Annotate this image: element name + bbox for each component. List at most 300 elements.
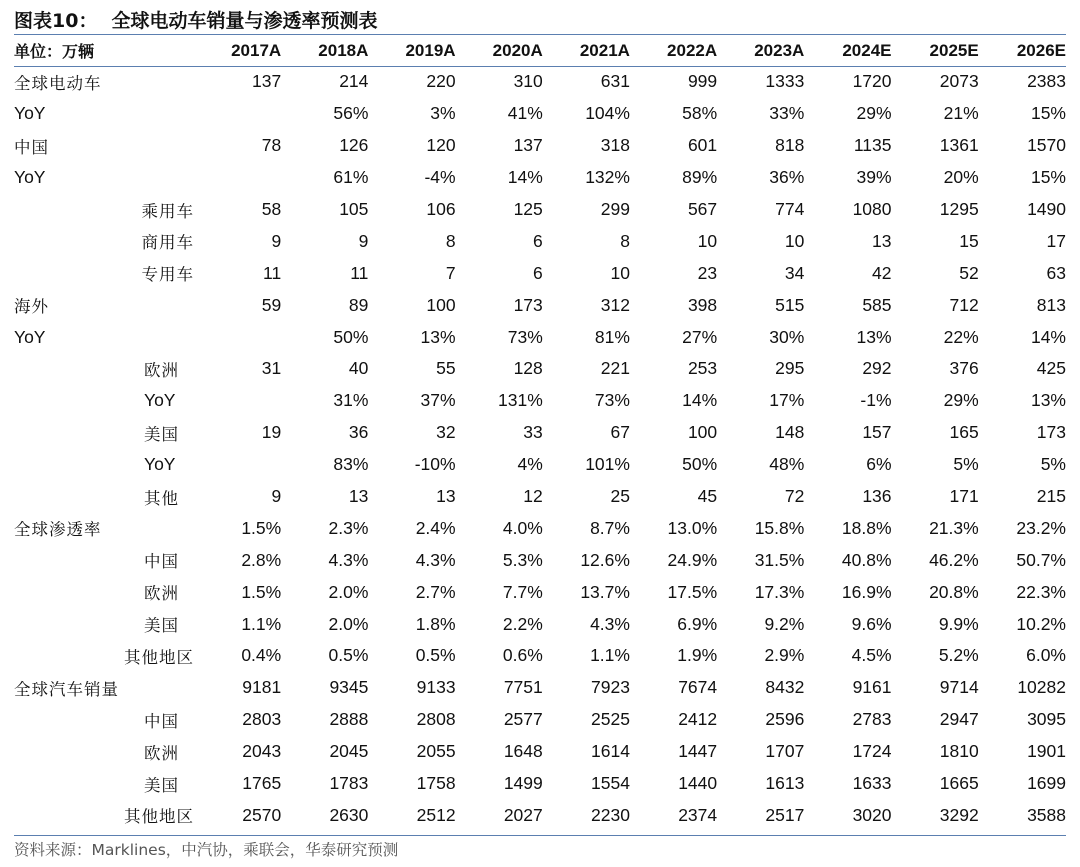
table-cell: 318 bbox=[600, 135, 630, 156]
table-cell: 23 bbox=[697, 262, 718, 283]
row-label-text: YoY bbox=[144, 454, 176, 475]
table-cell: 42 bbox=[872, 262, 892, 283]
table-cell: 15 bbox=[959, 230, 979, 251]
table-cell: 221 bbox=[600, 358, 630, 379]
table-cell: 120 bbox=[426, 135, 456, 156]
row-label bbox=[14, 385, 194, 417]
row-label-text: 中国 bbox=[144, 711, 179, 731]
table-cell: 1648 bbox=[503, 741, 543, 762]
table-cell: 2596 bbox=[765, 709, 805, 730]
row-label bbox=[14, 321, 194, 353]
table-row bbox=[14, 385, 1066, 417]
table-cell: 2808 bbox=[416, 709, 456, 730]
table-row bbox=[14, 162, 1066, 194]
table-row bbox=[14, 768, 1066, 800]
table-cell: 2888 bbox=[329, 709, 369, 730]
table-cell: 39% bbox=[856, 167, 892, 188]
table-cell: 16.9% bbox=[841, 581, 892, 602]
table-cell: 601 bbox=[687, 135, 718, 156]
table-row bbox=[14, 576, 1066, 608]
table-cell: 585 bbox=[862, 294, 892, 315]
table-cell: 6.9% bbox=[677, 613, 718, 634]
table-cell: 34 bbox=[784, 262, 805, 283]
source-note: 资料来源：Marklines，中汽协，乘联会，华泰研究预测 bbox=[14, 841, 399, 859]
table-cell: 1554 bbox=[591, 773, 630, 794]
table-cell: 3020 bbox=[852, 804, 892, 825]
row-label-text: 全球汽车销量 bbox=[14, 679, 119, 699]
table-cell: 173 bbox=[1036, 422, 1066, 443]
table-cell: 128 bbox=[513, 358, 543, 379]
table-cell: 1.1% bbox=[590, 645, 630, 666]
table-cell: 50% bbox=[682, 454, 718, 475]
table-row bbox=[14, 736, 1066, 768]
year-header: 2018A bbox=[318, 40, 369, 60]
table-cell: 7.7% bbox=[502, 581, 543, 602]
table-cell: 81% bbox=[594, 326, 630, 347]
table-cell: 1.8% bbox=[415, 613, 456, 634]
figure-number: 图表10： bbox=[14, 9, 98, 32]
row-label-text: 其他地区 bbox=[124, 807, 195, 827]
table-cell: 2.8% bbox=[241, 549, 282, 570]
row-label bbox=[14, 162, 194, 194]
table-cell: 36% bbox=[769, 167, 805, 188]
table-cell: 774 bbox=[775, 199, 805, 219]
table-cell: 22% bbox=[943, 326, 979, 347]
table-cell: 567 bbox=[687, 199, 718, 219]
table-cell: 11 bbox=[350, 262, 369, 283]
table-cell: 2630 bbox=[329, 804, 369, 825]
table-cell: 55 bbox=[436, 358, 456, 379]
table-cell: 9181 bbox=[242, 677, 282, 698]
table-cell: 10282 bbox=[1017, 677, 1066, 698]
table-cell: 13% bbox=[1030, 390, 1066, 411]
table-cell: 9.6% bbox=[851, 613, 892, 634]
table-cell: 999 bbox=[687, 71, 718, 92]
table-row bbox=[14, 225, 1066, 257]
table-cell: 31 bbox=[261, 358, 282, 379]
row-label-text: 全球电动车 bbox=[14, 73, 102, 93]
figure-title-text: 全球电动车销量与渗透率预测表 bbox=[111, 9, 378, 32]
table-cell: 165 bbox=[949, 422, 979, 443]
table-cell: 1440 bbox=[678, 773, 718, 794]
table-row bbox=[14, 257, 1066, 289]
table-cell: 11 bbox=[263, 262, 282, 283]
table-row bbox=[14, 449, 1066, 481]
table-cell: 9 bbox=[271, 230, 282, 251]
table-cell: 7674 bbox=[678, 677, 718, 698]
table-cell: 1699 bbox=[1027, 773, 1066, 794]
table-cell: 5.3% bbox=[502, 549, 543, 570]
table-cell: 2.7% bbox=[415, 581, 456, 602]
table-cell bbox=[194, 98, 281, 130]
table-cell: 131% bbox=[498, 390, 543, 411]
table-cell: 1707 bbox=[765, 741, 805, 762]
table-cell: 45 bbox=[697, 486, 718, 507]
table-cell: 1333 bbox=[765, 71, 805, 92]
table-cell: 13.7% bbox=[580, 581, 630, 602]
row-label bbox=[14, 704, 194, 736]
row-label bbox=[14, 736, 194, 768]
row-label-text: YoY bbox=[14, 326, 46, 347]
table-cell: 23.2% bbox=[1016, 517, 1066, 538]
table-cell: 9 bbox=[271, 486, 282, 507]
row-label bbox=[14, 66, 194, 98]
table-cell: 0.6% bbox=[502, 645, 543, 666]
table-cell: 712 bbox=[949, 294, 979, 315]
table-cell: 17% bbox=[769, 390, 805, 411]
table-cell: 214 bbox=[339, 71, 369, 92]
table-cell: 31.5% bbox=[754, 549, 805, 570]
table-cell: 3095 bbox=[1027, 709, 1066, 730]
table-row bbox=[14, 353, 1066, 385]
table-cell: 9133 bbox=[416, 677, 456, 698]
year-header: 2017A bbox=[231, 40, 282, 60]
table-cell: 7 bbox=[445, 262, 456, 283]
table-cell: 9 bbox=[358, 230, 369, 251]
table-row bbox=[14, 512, 1066, 544]
table-cell: 2374 bbox=[678, 804, 718, 825]
row-label bbox=[14, 225, 194, 257]
row-label-text: YoY bbox=[14, 167, 46, 188]
table-row bbox=[14, 194, 1066, 226]
table-cell: 52 bbox=[959, 262, 979, 283]
table-cell: 106 bbox=[426, 199, 456, 219]
table-cell: 48% bbox=[769, 454, 805, 475]
row-label-text: 中国 bbox=[14, 137, 49, 157]
table-cell: 9.9% bbox=[938, 613, 979, 634]
row-label bbox=[14, 608, 194, 640]
table-cell: 105 bbox=[339, 199, 369, 219]
table-cell: 40 bbox=[348, 358, 369, 379]
table-cell: 27% bbox=[682, 326, 718, 347]
row-label bbox=[14, 353, 194, 385]
table-cell: 1135 bbox=[853, 135, 892, 156]
table-cell: 1765 bbox=[242, 773, 282, 794]
table-cell: 157 bbox=[862, 422, 892, 443]
table-cell: 1720 bbox=[852, 71, 892, 92]
table-cell: 1.5% bbox=[241, 581, 282, 602]
table-cell: 17 bbox=[1046, 230, 1066, 251]
table-cell: 56% bbox=[333, 103, 369, 124]
table-cell: 425 bbox=[1036, 358, 1066, 379]
table-cell: 0.4% bbox=[241, 645, 282, 666]
table-cell: 2055 bbox=[416, 741, 456, 762]
table-cell: 13.0% bbox=[667, 517, 718, 538]
table-cell: 631 bbox=[600, 71, 630, 92]
table-cell: 6 bbox=[533, 262, 543, 283]
table-cell: 33% bbox=[769, 103, 805, 124]
table-cell: 4.5% bbox=[851, 645, 892, 666]
table-cell: 40.8% bbox=[841, 549, 892, 570]
row-label-text: 中国 bbox=[144, 552, 179, 572]
table-cell: 515 bbox=[775, 294, 805, 315]
table-cell: 21.3% bbox=[929, 517, 979, 538]
table-row bbox=[14, 608, 1066, 640]
year-header: 2025E bbox=[929, 40, 979, 60]
table-cell: 20.8% bbox=[929, 581, 979, 602]
table-cell: 9345 bbox=[329, 677, 369, 698]
table-cell: 312 bbox=[600, 294, 630, 315]
table-cell: 2383 bbox=[1027, 71, 1066, 92]
bottom-rule bbox=[14, 835, 1066, 836]
table-cell: 61% bbox=[333, 167, 369, 188]
table-cell: 100 bbox=[687, 422, 718, 443]
table-cell: 2.3% bbox=[328, 517, 369, 538]
table-cell: 59 bbox=[261, 294, 282, 315]
table-cell: 8.7% bbox=[590, 517, 630, 538]
table-cell: 89 bbox=[348, 294, 369, 315]
table-header bbox=[14, 35, 1066, 66]
table-cell: 58 bbox=[261, 199, 282, 219]
row-label bbox=[14, 98, 194, 130]
table-cell: 63 bbox=[1046, 262, 1066, 283]
table-cell: 100 bbox=[426, 294, 456, 315]
table-cell: 14% bbox=[507, 167, 543, 188]
table-cell: 136 bbox=[862, 486, 892, 507]
table-cell: 171 bbox=[949, 486, 979, 507]
table-cell: 1.5% bbox=[241, 517, 282, 538]
table-cell: 12 bbox=[523, 486, 543, 507]
table-cell: 173 bbox=[513, 294, 543, 315]
table-cell: 29% bbox=[943, 390, 979, 411]
table-cell: 10 bbox=[784, 230, 805, 251]
table-cell: 73% bbox=[507, 326, 543, 347]
table-row bbox=[14, 799, 1066, 831]
table-cell: 2043 bbox=[242, 741, 282, 762]
table-cell: 22.3% bbox=[1016, 581, 1066, 602]
table-cell: 2.9% bbox=[764, 645, 805, 666]
table-cell: 73% bbox=[594, 390, 630, 411]
table-cell: 1570 bbox=[1027, 135, 1066, 156]
table-cell: 0.5% bbox=[415, 645, 456, 666]
table-cell bbox=[194, 321, 281, 353]
table-cell: 101% bbox=[585, 454, 630, 475]
table-cell: 6.0% bbox=[1026, 645, 1066, 666]
table-cell: 1080 bbox=[852, 199, 892, 219]
table-cell: 72 bbox=[784, 486, 805, 507]
table-cell: 46.2% bbox=[929, 549, 979, 570]
table-cell: 8 bbox=[620, 230, 630, 251]
row-label bbox=[14, 417, 194, 449]
table-cell: 215 bbox=[1036, 486, 1066, 507]
table-cell: 1810 bbox=[939, 741, 979, 762]
table-row bbox=[14, 704, 1066, 736]
table-cell: 1724 bbox=[852, 741, 892, 762]
table-cell: 137 bbox=[252, 71, 282, 92]
table-cell: 14% bbox=[682, 390, 718, 411]
row-label-text: YoY bbox=[14, 103, 46, 124]
table-cell: 1901 bbox=[1027, 741, 1066, 762]
table-cell: 2.0% bbox=[328, 613, 369, 634]
table-cell: 20% bbox=[943, 167, 979, 188]
table-cell: 1665 bbox=[939, 773, 979, 794]
table-cell: 132% bbox=[585, 167, 630, 188]
table-cell: 67 bbox=[610, 422, 630, 443]
table-cell: 4% bbox=[517, 454, 543, 475]
table-cell: 17.3% bbox=[754, 581, 805, 602]
table-cell: 818 bbox=[775, 135, 805, 156]
table-cell: 295 bbox=[775, 358, 805, 379]
table-cell: 1447 bbox=[678, 741, 718, 762]
table-cell: 220 bbox=[426, 71, 456, 92]
table-cell: 292 bbox=[862, 358, 892, 379]
table-cell: 2570 bbox=[242, 804, 282, 825]
table-body bbox=[14, 66, 1066, 831]
table-cell: 1.1% bbox=[241, 613, 282, 634]
year-header: 2019A bbox=[405, 40, 456, 60]
table-cell: 2525 bbox=[591, 709, 630, 730]
table-cell: 6 bbox=[533, 230, 543, 251]
table-cell: 253 bbox=[687, 358, 718, 379]
table-cell: 8 bbox=[445, 230, 456, 251]
table-cell: 50.7% bbox=[1016, 549, 1066, 570]
table-cell bbox=[194, 449, 281, 481]
row-label bbox=[14, 449, 194, 481]
table-cell: 13 bbox=[872, 230, 892, 251]
table-cell: 25 bbox=[610, 486, 630, 507]
row-label bbox=[14, 512, 194, 544]
table-cell: 1490 bbox=[1027, 199, 1066, 219]
table-cell: 58% bbox=[682, 103, 718, 124]
table-cell: 21% bbox=[943, 103, 979, 124]
table-cell: 24.9% bbox=[667, 549, 718, 570]
row-label-text: 海外 bbox=[14, 297, 49, 317]
table-cell: 31% bbox=[333, 390, 369, 411]
row-label bbox=[14, 130, 194, 162]
table-cell: 30% bbox=[769, 326, 805, 347]
year-header: 2020A bbox=[492, 40, 543, 60]
table-cell: 7923 bbox=[591, 677, 630, 698]
table-cell: 5.2% bbox=[938, 645, 979, 666]
table-cell: 4.3% bbox=[328, 549, 369, 570]
row-label bbox=[14, 481, 194, 513]
table-row bbox=[14, 321, 1066, 353]
table-cell: 36 bbox=[348, 422, 369, 443]
row-label-text: 美国 bbox=[144, 424, 179, 444]
ev-sales-table bbox=[14, 35, 1066, 831]
table-cell: 5% bbox=[1040, 454, 1066, 475]
table-cell bbox=[194, 385, 281, 417]
row-label bbox=[14, 640, 194, 672]
row-label-text: 其他地区 bbox=[124, 647, 195, 667]
table-cell: 2073 bbox=[939, 71, 979, 92]
table-cell bbox=[194, 162, 281, 194]
table-cell: 310 bbox=[513, 71, 543, 92]
row-label bbox=[14, 768, 194, 800]
table-cell: 19 bbox=[261, 422, 282, 443]
table-row bbox=[14, 98, 1066, 130]
table-cell: -1% bbox=[860, 390, 892, 411]
table-cell: 4.3% bbox=[590, 613, 630, 634]
table-cell: 1633 bbox=[852, 773, 892, 794]
table-cell: 13 bbox=[348, 486, 369, 507]
table-cell: -4% bbox=[424, 167, 456, 188]
table-cell: 10 bbox=[610, 262, 630, 283]
row-label bbox=[14, 672, 194, 704]
row-label bbox=[14, 194, 194, 226]
year-header: 2023A bbox=[754, 40, 805, 60]
year-header: 2026E bbox=[1016, 40, 1066, 60]
table-cell: 8432 bbox=[765, 677, 805, 698]
table-cell: 813 bbox=[1036, 294, 1066, 315]
table-cell: 2230 bbox=[591, 804, 630, 825]
table-cell: 2947 bbox=[939, 709, 979, 730]
row-label-text: 美国 bbox=[144, 775, 179, 795]
table-cell: 9714 bbox=[939, 677, 979, 698]
table-row bbox=[14, 672, 1066, 704]
table-cell: 148 bbox=[775, 422, 805, 443]
figure-title bbox=[14, 4, 1066, 34]
table-cell: 0.5% bbox=[328, 645, 369, 666]
table-cell: 2577 bbox=[503, 709, 543, 730]
table-cell: 3292 bbox=[939, 804, 979, 825]
row-label-text: 欧洲 bbox=[144, 584, 179, 604]
table-row bbox=[14, 289, 1066, 321]
row-label bbox=[14, 576, 194, 608]
table-row bbox=[14, 544, 1066, 576]
table-cell: 29% bbox=[856, 103, 892, 124]
table-cell: 10.2% bbox=[1016, 613, 1066, 634]
row-label-text: 欧洲 bbox=[144, 743, 179, 763]
table-row bbox=[14, 130, 1066, 162]
table-cell: 14% bbox=[1030, 326, 1066, 347]
year-header: 2021A bbox=[579, 40, 630, 60]
row-label bbox=[14, 544, 194, 576]
table-cell: 2512 bbox=[416, 804, 456, 825]
table-cell: 376 bbox=[949, 358, 979, 379]
unit-label: 单位：万辆 bbox=[14, 42, 95, 61]
table-cell: 1361 bbox=[939, 135, 979, 156]
table-cell: 2.0% bbox=[328, 581, 369, 602]
row-label-text: 专用车 bbox=[141, 265, 195, 285]
table-cell: 78 bbox=[261, 135, 282, 156]
table-cell: 37% bbox=[420, 390, 456, 411]
table-cell: 1613 bbox=[765, 773, 805, 794]
table-cell: 17.5% bbox=[667, 581, 718, 602]
year-header: 2022A bbox=[667, 40, 718, 60]
table-cell: 89% bbox=[682, 167, 718, 188]
table-cell: 137 bbox=[513, 135, 543, 156]
row-label bbox=[14, 289, 194, 321]
row-label-text: 欧洲 bbox=[144, 360, 179, 380]
table-cell: 41% bbox=[507, 103, 543, 124]
row-label bbox=[14, 257, 194, 289]
row-label-text: 乘用车 bbox=[141, 201, 195, 221]
table-cell: 9161 bbox=[852, 677, 892, 698]
table-cell: 6% bbox=[866, 454, 892, 475]
table-cell: 1.9% bbox=[677, 645, 718, 666]
table-cell: 13% bbox=[420, 326, 456, 347]
table-row bbox=[14, 417, 1066, 449]
table-cell: 18.8% bbox=[841, 517, 892, 538]
table-cell: 398 bbox=[687, 294, 718, 315]
table-cell: 10 bbox=[697, 230, 718, 251]
table-row bbox=[14, 481, 1066, 513]
table-cell: 1614 bbox=[591, 741, 630, 762]
table-cell: 3588 bbox=[1027, 804, 1066, 825]
year-header: 2024E bbox=[842, 40, 892, 60]
table-cell: 13% bbox=[856, 326, 892, 347]
table-cell: 126 bbox=[339, 135, 369, 156]
table-cell: 4.3% bbox=[415, 549, 456, 570]
table-cell: 2412 bbox=[678, 709, 718, 730]
table-cell: 125 bbox=[513, 199, 543, 219]
row-label-text: 商用车 bbox=[141, 233, 195, 253]
header-row bbox=[14, 35, 1066, 66]
table-cell: 33 bbox=[523, 422, 543, 443]
table-row bbox=[14, 640, 1066, 672]
table-cell: 1758 bbox=[416, 773, 456, 794]
